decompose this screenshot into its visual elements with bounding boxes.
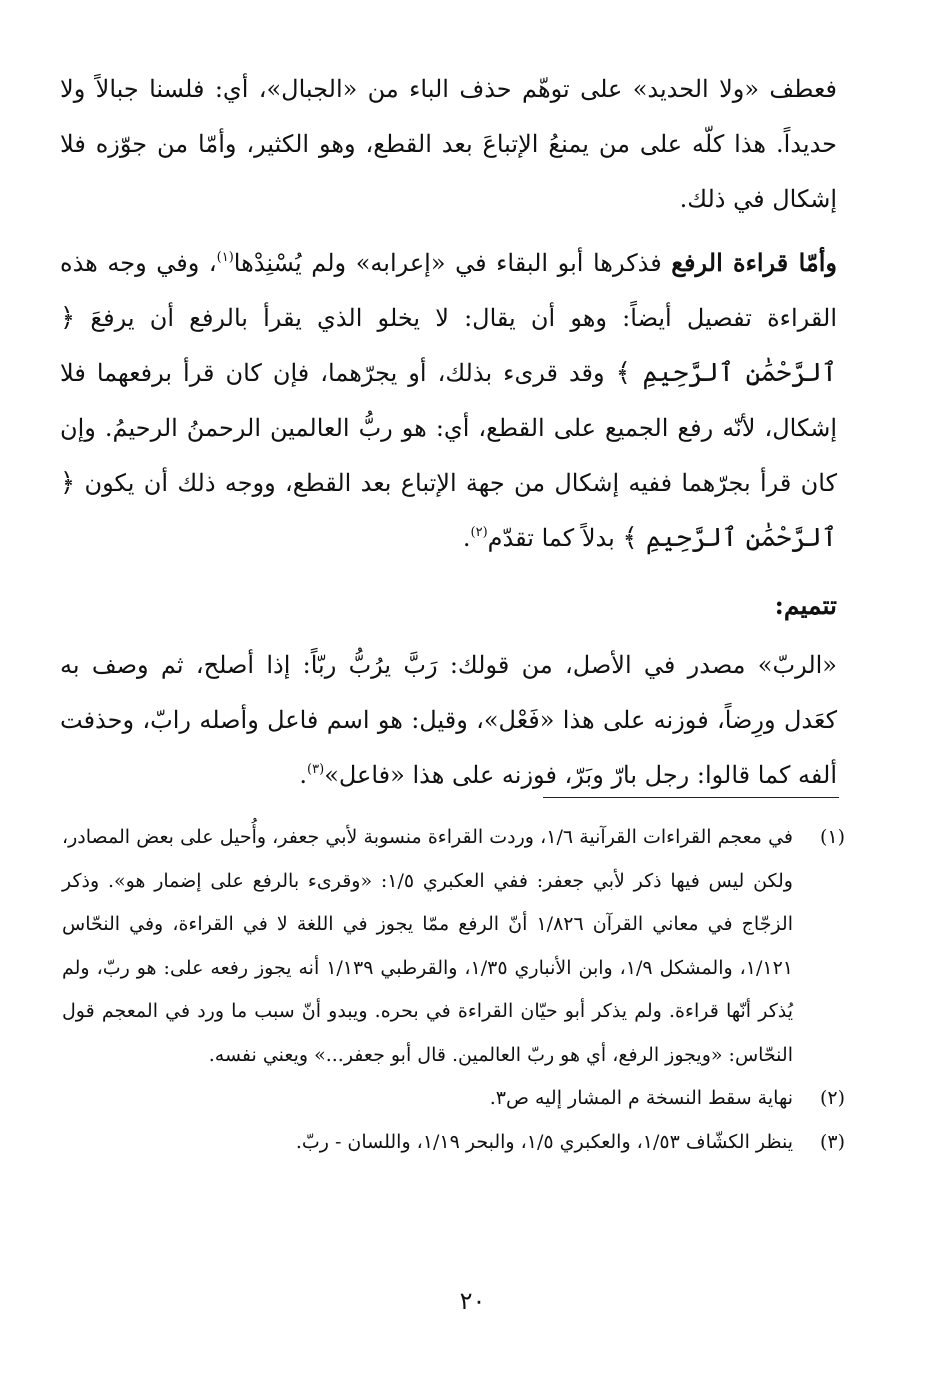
bold-lead-phrase: وأمّا قراءة الرفع xyxy=(671,248,837,277)
footnote-ref-1: (١) xyxy=(216,250,234,265)
footnote-number: (١) xyxy=(819,826,845,848)
section-heading: تتميم: xyxy=(774,591,837,620)
footnote-number: (٣) xyxy=(819,1130,845,1153)
paragraph-3-text-2: . xyxy=(299,761,308,789)
paragraph-2-text-1: فذكرها أبو البقاء في «إعرابه» ولم يُسْنِدْها xyxy=(233,249,672,277)
page-number: ٢٠ xyxy=(459,1287,486,1315)
paragraph-3-text-1: «الربّ» مصدر في الأصل، من قولك: رَبَّ يرُبُّ ربّاً: إذا أصلح، ثم وصف به كعَدل ورِضاً، فوزنه على هذا «فَعْل»، وقيل: هو اسم فاعل وأصله رابّ، وحذفت ألفه كما قالوا: رجل بارّ وبَرّ، فوزنه على هذا «فاعل» xyxy=(60,651,837,789)
footnote-text: في معجم القراءات القرآنية ١/٦، وردت القراءة منسوبة لأبي جعفر، وأُحيل على بعض المصادر، ولكن ليس فيها ذكر لأبي جعفر: ففي العكبري ١/٥: «وقرىء بالرفع على إضمار هو». وذكر الزجّاج في معاني القرآن ١/٨٢٦ أنّ الرفع ممّا يجوز في اللغة لا في القراءة، وفي النحّاس ١/١٢١، والمشكل ١/٩، وابن الأنباري ١/٣٥، والقرطبي ١/١٣٩ أنه يجوز رفعه على: هو ربّ، ولم يُذكر أنّها قراءة. ولم يذكر أبو حيّان القراءة في بحره. ويبدو أنّ سبب ما ورد في المعجم قول النحّاس: «ويجوز الرفع، أي هو ربّ العالمين. قال أبو جعفر...» ويعني نفسه. xyxy=(62,826,793,1066)
paragraph-2-text-5: . xyxy=(462,524,471,552)
paragraph-2 xyxy=(60,235,837,566)
paragraph-2-text-3: وقد قرىء بذلك، أو يجرّهما، فإن كان قرأ برفعهما فلا إشكال، لأنّه رفع الجميع على القطع، أي: هو ربُّ العالمين الرحمنُ الرحيمُ. وإن كان قرأ بجرّهما ففيه إشكال من جهة الإتباع بعد القطع، ووجه ذلك أن يكون xyxy=(60,359,837,497)
footnote-2 xyxy=(62,1077,845,1121)
quran-quote-1: ﴿ ٱلرَّحْمَٰنِ ٱلرَّحِيمِ ﴾ xyxy=(60,303,837,388)
paragraph-3 xyxy=(60,638,837,803)
main-text xyxy=(60,62,837,803)
footnote-number: (٢) xyxy=(819,1087,845,1109)
footnote-3 xyxy=(62,1121,845,1165)
footnote-ref-3: (٣) xyxy=(307,762,325,777)
footnote-ref-2: (٢) xyxy=(470,525,488,540)
footnote-1 xyxy=(62,816,845,1077)
footnote-divider xyxy=(543,797,839,798)
paragraph-2-text-4: بدلاً كما تقدّم xyxy=(487,524,623,552)
footnote-text: ينظر الكشّاف ١/٥٣، والعكبري ١/٥، والبحر ١/١٩، واللسان - ربّ. xyxy=(295,1130,793,1153)
paragraph-2-text-2: ، وفي وجه هذه القراءة تفصيل أيضاً: وهو أن يقال: لا يخلو الذي يقرأ بالرفع أن يرفعَ xyxy=(60,249,837,332)
footnotes xyxy=(62,816,845,1164)
paragraph-1: فعطف «ولا الحديد» على توهّم حذف الباء من «الجبال»، أي: فلسنا جبالاً ولا حديداً. هذا كلّه على من يمنعُ الإتباعَ بعد القطع، وهو الكثير، وأمّا من جوّزه فلا إشكال في ذلك. xyxy=(60,75,838,213)
footnote-text: نهاية سقط النسخة م المشار إليه ص٣. xyxy=(489,1087,793,1109)
quran-quote-2: ﴿ ٱلرَّحْمَٰنِ ٱلرَّحِيمِ ﴾ xyxy=(60,468,837,553)
